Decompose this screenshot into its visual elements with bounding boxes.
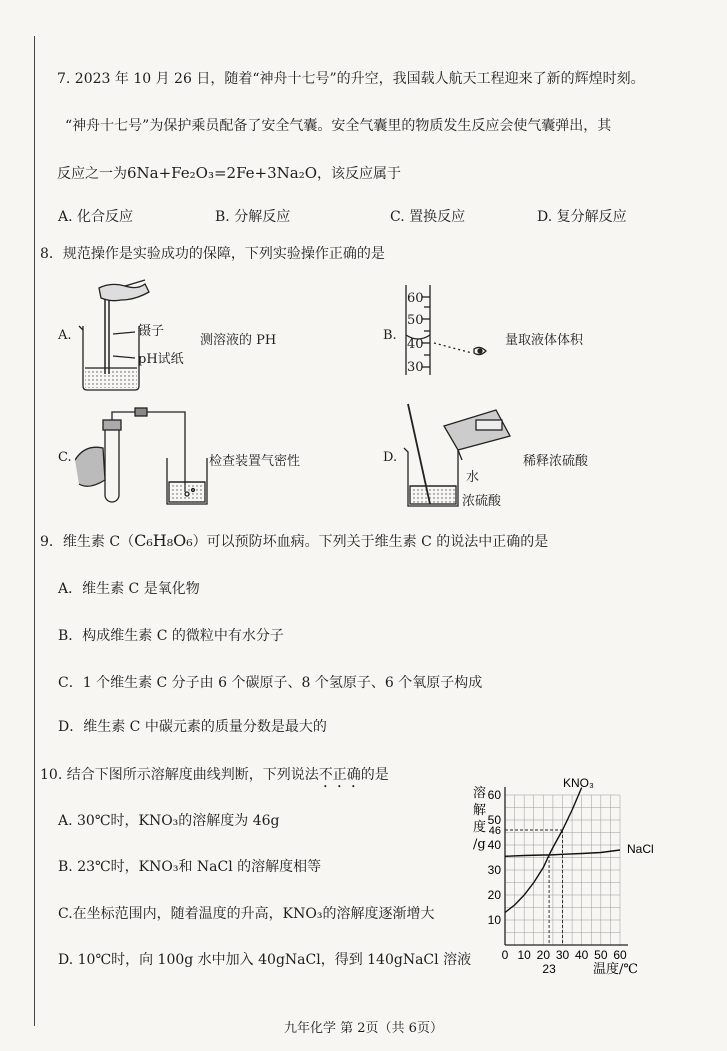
- y-tick-label: 10: [487, 913, 501, 927]
- y-axis-label-part: 解: [473, 803, 487, 818]
- y-tick-label: 60: [487, 788, 501, 802]
- x-tick-label: 20: [536, 948, 551, 962]
- y-axis-label-part: 溶: [473, 786, 487, 801]
- q7-option-a: A. 化合反应: [58, 209, 134, 225]
- q8a-ph-paper-label: pH试纸: [138, 352, 184, 367]
- y-tick-label: 20: [487, 888, 501, 902]
- q8b-letter: B.: [383, 328, 397, 343]
- q8b-caption: 量取液体体积: [505, 333, 584, 348]
- x-tick-label: 40: [574, 948, 589, 962]
- y-tick-label: 50: [487, 813, 501, 827]
- q9-stem-prefix: 9．维生素 C（: [40, 534, 135, 550]
- q7-line3: [57, 164, 401, 183]
- q9-stem-suffix: ）可以预防坏血病。下列关于维生素 C 的说法中正确的是: [192, 534, 549, 550]
- q9-option-d: D．维生素 C 中碳元素的质量分数是最大的: [58, 719, 327, 735]
- q7-option-c: C. 置换反应: [390, 209, 466, 225]
- x-tick-label: 0: [501, 948, 509, 962]
- x-tick-label: 30: [555, 948, 570, 962]
- binding-margin-line: [34, 36, 35, 1026]
- q8d-water-label: 水: [466, 470, 480, 485]
- q10-option-a: A. 30℃时，KNO₃的溶解度为 46g: [58, 813, 280, 829]
- page-footer: 九年化学 第 2页（共 6页）: [284, 1021, 443, 1036]
- q8d-acid-label: 浓硫酸: [462, 494, 502, 509]
- q10-stem-prefix: 10. 结合下图所示溶解度曲线判断，下列说法: [40, 767, 319, 783]
- y-tick-label: 40: [487, 838, 501, 852]
- x-extra-label-23: 23: [542, 962, 556, 976]
- q8b-tick-40: 40: [407, 337, 424, 352]
- chart-ticks: [488, 788, 627, 976]
- q7-equation: 6Na+Fe₂O₃=2Fe+3Na₂O: [127, 164, 318, 182]
- q8d-letter: D.: [383, 450, 398, 465]
- q7-line3-suffix: ，该反应属于: [317, 166, 402, 182]
- chart-axes: [505, 787, 628, 945]
- q8c-caption: 检查装置气密性: [209, 454, 301, 469]
- q10-stem: [40, 766, 389, 791]
- q9-formula: C₆H₈O₆: [134, 531, 193, 550]
- q10-option-d: D. 10℃时，向 100g 水中加入 40gNaCl，得到 140gNaCl 溶液: [58, 952, 472, 968]
- x-axis-label: 温度/℃: [593, 962, 638, 977]
- q8d-dilution-illustration: [400, 400, 520, 512]
- q8a-tweezers-label: 镊子: [138, 324, 165, 339]
- q8b-tick-30: 30: [407, 360, 424, 375]
- series-label-kno3: KNO₃: [563, 776, 594, 790]
- q8a-caption: 测溶液的 PH: [200, 333, 277, 348]
- y-tick-label: 30: [487, 863, 501, 877]
- x-tick-label: 10: [517, 948, 531, 962]
- q7-option-d: D. 复分解反应: [537, 209, 627, 225]
- x-tick-label: 60: [613, 948, 627, 962]
- q7-option-b: B. 分解反应: [215, 209, 291, 225]
- q8a-ph-test-illustration: [75, 278, 195, 393]
- x-tick-label: 50: [594, 948, 608, 962]
- series-label-nacl: NaCl: [627, 842, 654, 856]
- q8c-letter: C.: [58, 450, 72, 465]
- q7-line1: 7. 2023 年 10 月 26 日，随着“神舟十七号”的升空，我国载人航天工程迎来了新的辉煌时刻。: [57, 71, 645, 87]
- q8b-tick-50: 50: [407, 313, 424, 328]
- q7-line2: “神舟十七号”为保护乘员配备了安全气囊。安全气囊里的物质发生反应会使气囊弹出，其: [65, 118, 612, 134]
- q8c-airtightness-apparatus: [75, 400, 215, 510]
- q10-stem-suffix: 的是: [360, 767, 389, 783]
- y-axis-label: [473, 785, 486, 852]
- q9-option-b: B．构成维生素 C 的微粒中有水分子: [58, 628, 284, 644]
- q8d-caption: 稀释浓硫酸: [523, 454, 589, 469]
- q10-option-c: C.在坐标范围内，随着温度的升高，KNO₃的溶解度逐渐增大: [58, 906, 435, 922]
- q8a-letter: A.: [58, 328, 72, 343]
- y-axis-label-part: /g: [473, 837, 486, 852]
- q9-option-a: A．维生素 C 是氧化物: [58, 581, 200, 597]
- q8b-tick-60: 60: [407, 291, 424, 306]
- y-extra-label-46: 46: [488, 825, 501, 837]
- y-axis-label-part: 度: [473, 820, 487, 835]
- q9-stem: [40, 532, 548, 551]
- q7-line3-prefix: 反应之一为: [57, 166, 127, 182]
- solubility-chart: [465, 775, 700, 985]
- q10-option-b: B. 23℃时，KNO₃和 NaCl 的溶解度相等: [58, 859, 322, 875]
- q9-option-c: C．1 个维生素 C 分子由 6 个碳原子、8 个氢原子、6 个氧原子构成: [58, 675, 483, 691]
- q8-stem: 8．规范操作是实验成功的保障，下列实验操作正确的是: [40, 246, 385, 262]
- q10-stem-emphasis: 不正确: [318, 767, 361, 783]
